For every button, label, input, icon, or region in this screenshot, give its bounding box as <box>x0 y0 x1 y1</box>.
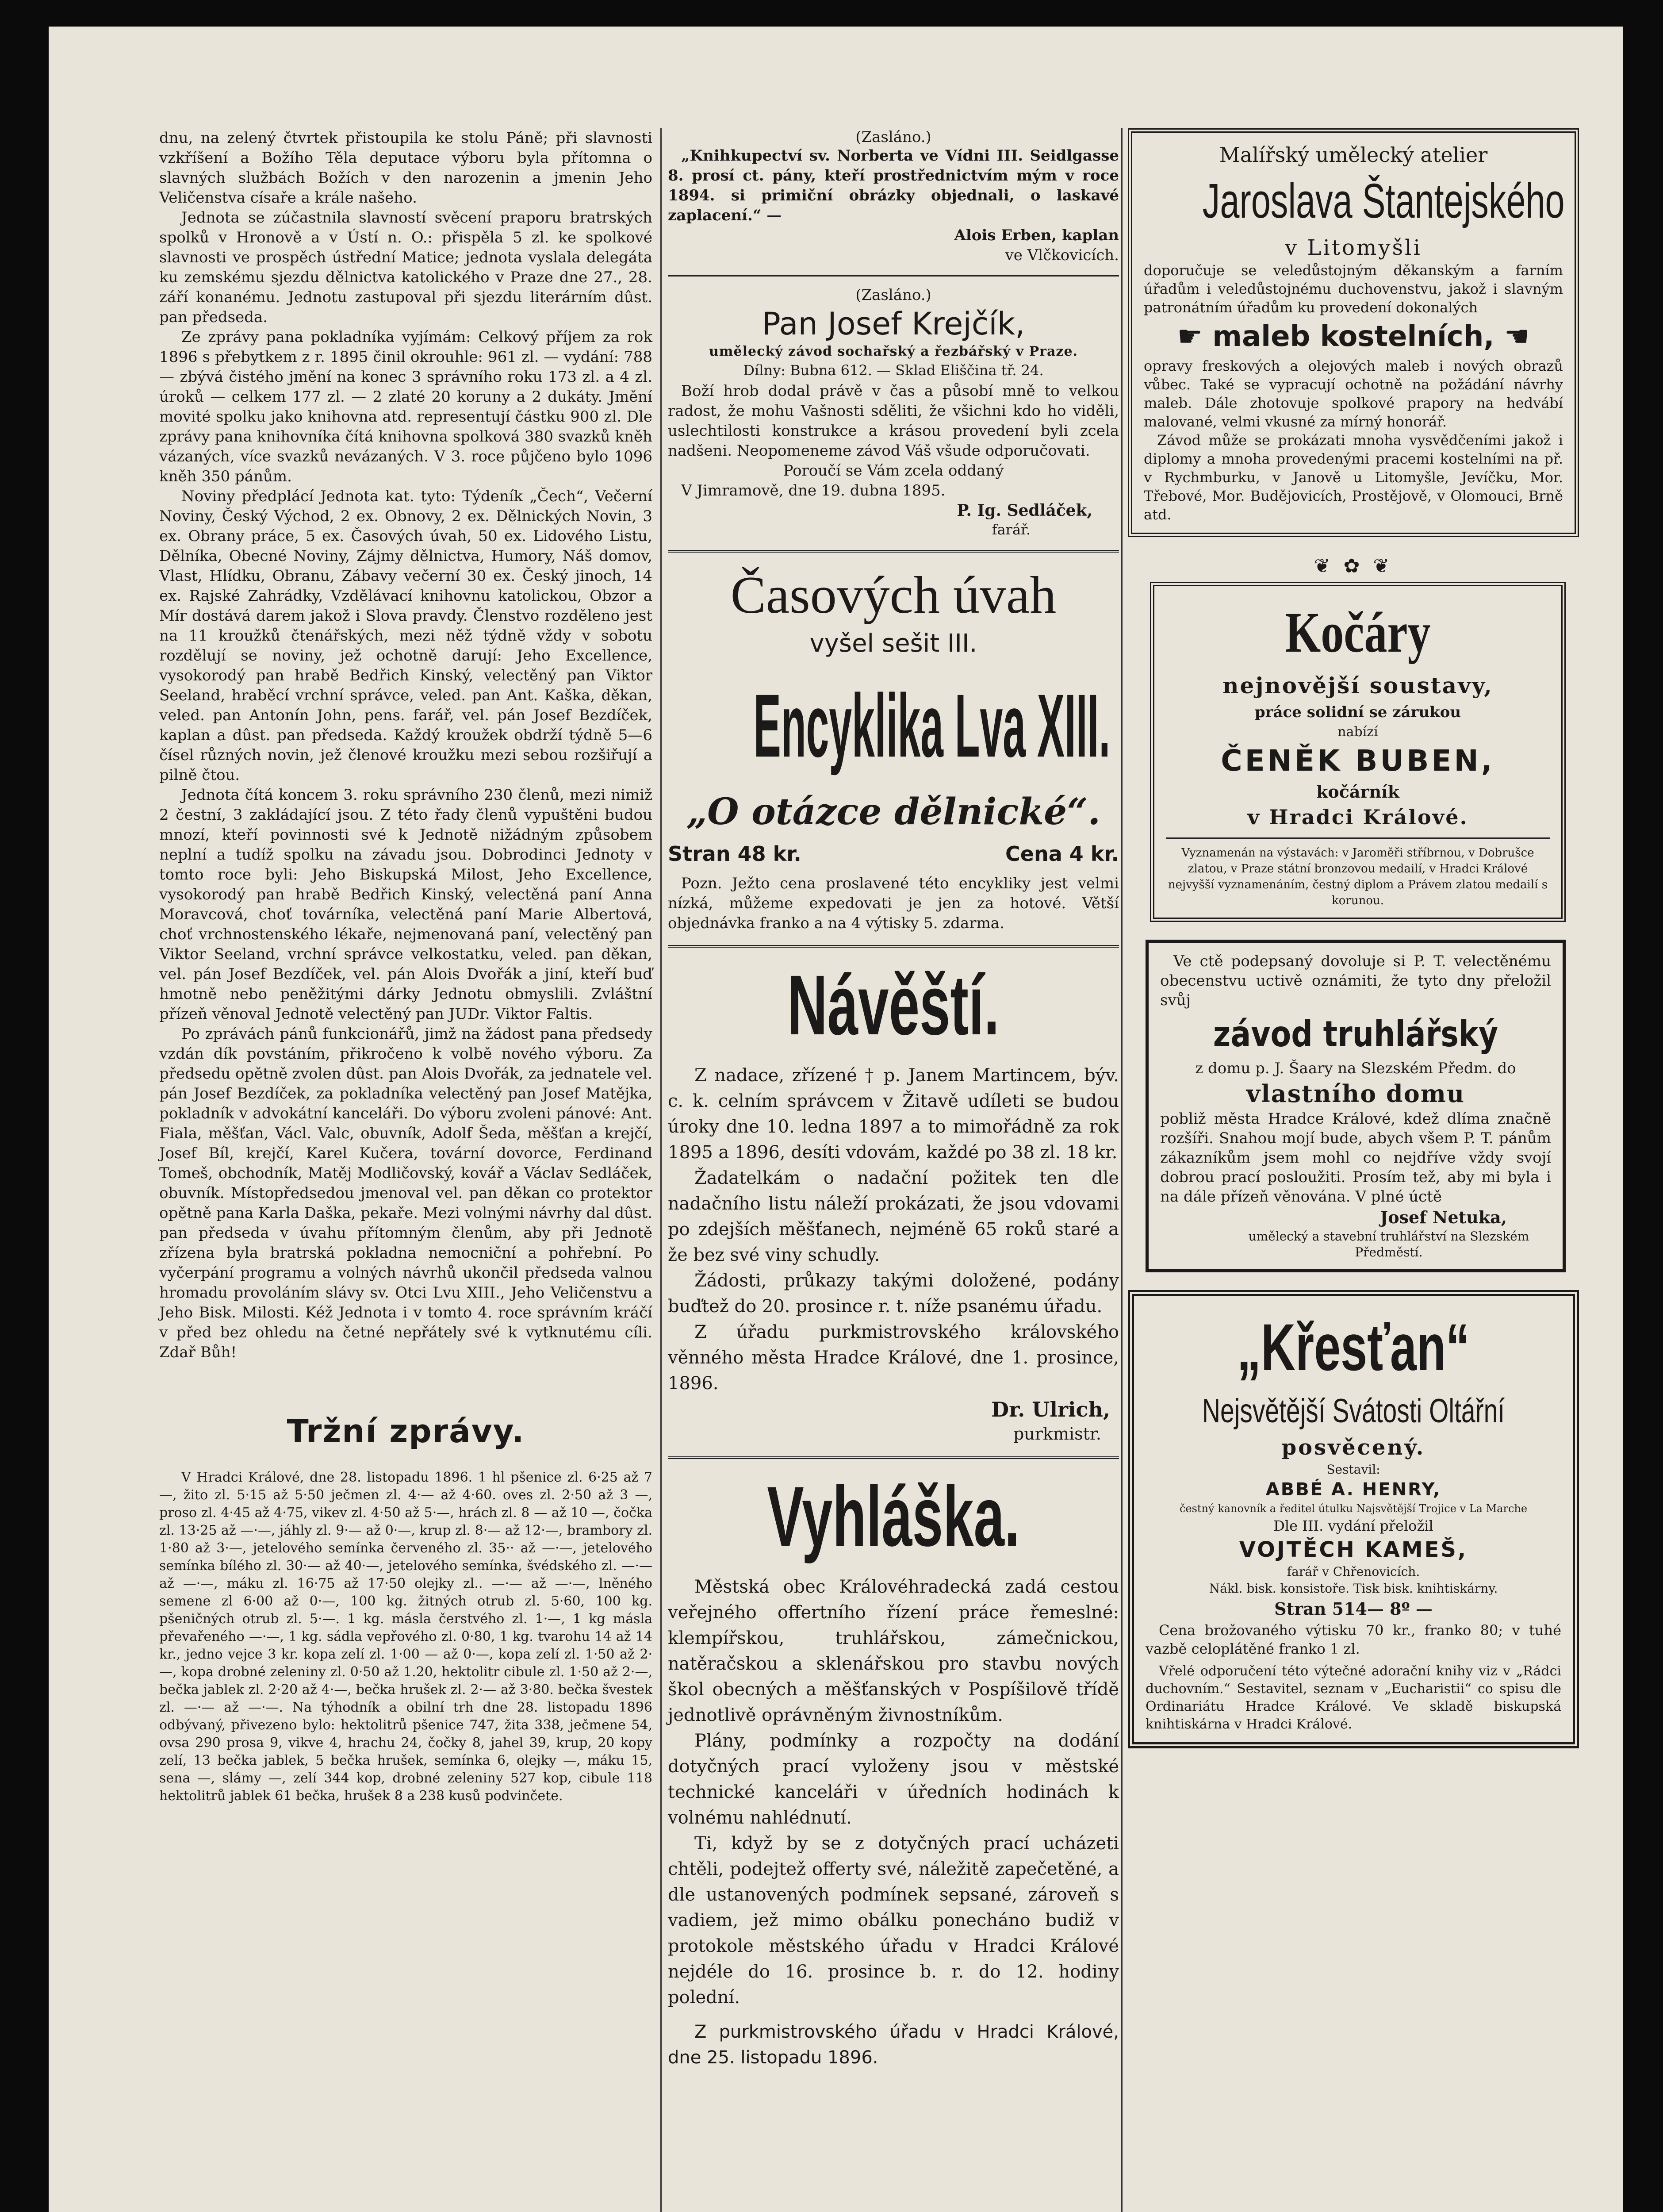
article-paragraph: Po zprávách pánů funkcionářů, jimž na žádost pana předsedy vzdán dík povstáním, přikročeno k volbě nového výboru. Za předsedu opětně zvolen dûst. pan Alois Dvořák, za jednatele vel. pán Josef Bezdíček, za pokladníka velectěný pan Josef Matějka, pokladník v advokátní kanceláři. Do výboru zvoleni pánové: Ant. Fiala, měšťan, Václ. Valc, obuvník, Adolf Šeda, měšťan a krejčí, Josef Bíl, krejčí, Karel Kučera, tovární dovorce, Ferdinand Tomeš, obchodník, Matěj Modličovský, kovář a Václav Sedláček, obuvník. Místopředsedou jmenoval vel. pan děkan co protektor opětně pana Karla Daška, pekaře. Mezi volnými návrhy dal dûst. pan předseda v úvahu přítomným členům, aby při Jednotě zřízena byla bratrská pokladna nemocniční a pohřební. Po vyčerpání programu a volných návrhů ukončil předseda valnou hromadu provoláním slávy sv. Otci Lvu XIII., Jeho Veličenstvu a Jeho Bisk. Milosti. Kéž Jednota i v tomto 4. roce správním kráčí v před bez ohledu na četné nepřátely své k vytknutému cíli. Zdař Bůh! <box>159 1025 652 1361</box>
casovych-subtitle: vyšel sešit III. <box>809 629 977 658</box>
atelier-text: opravy freskových a olejových maleb i nových obrazů vůbec. Také se vypracují ochotně na požádání návrhy maleb. Dále zhotovuje spolkové prapory na hedvábí malované, velmi vkusné za mírný honorář. <box>1144 357 1563 430</box>
encyklika-price-row <box>668 838 1119 869</box>
navesti-role: purkmistr. <box>1013 1424 1101 1444</box>
vyhlaska-paragraph: Ti, když by se z dotyčných prací ucházeti chtěli, podejtež offerty své, náležitě zapečetěné, a dle ustanovených podmínek sepsané, zároveň s vadiem, jež mimo obálku ponecháno budiž v protokole městského úřadu v Hradci Králové nejdéle do 16. prosince b. r. do 12. hodiny polední. <box>668 1833 1119 2008</box>
atelier-advert <box>1128 128 1579 537</box>
atelier-place: v Litomyšli <box>1285 235 1422 260</box>
vyhlaska-paragraph: Městská obec Královéhradecká zadá cestou veřejného offertního řízení práce řemeslné: klempířskou, truhlářskou, zámečnickou, natěračskou a sklenářskou pro stavbu nových škol obecných a měšťanských v Pospíšilově třídě jednotlivě oprávněným živnostníkům. <box>668 1577 1119 1725</box>
navesti-title: Návěští. <box>787 957 1000 1052</box>
krejcik-name: Pan Josef Krejčík, <box>762 306 1025 342</box>
krestan-sestavil: Sestavil: <box>1326 1462 1380 1477</box>
column-middle <box>668 128 1119 2070</box>
navesti-paragraph: Z úřadu purkmistrovského královského věnného města Hradce Králové, dne 1. prosince, 1896. <box>668 1322 1119 1394</box>
atelier-maleb-label: maleb kostelních, <box>1212 320 1494 353</box>
article-paragraph: Ze zprávy pana pokladníka vyjímám: Celkový příjem za rok 1896 s přebytkem z r. 1895 činil okrouhle: 961 zl. — vydání: 788 — zbývá čistého jmění na konec 3 správního roku 173 zl. a 4 zl. úroků — celkem 177 zl. — 2 zlaté 20 koruny a 2 dukáty. Jmění movité spolku jako knihovna atd. representují částku 900 zl. Dle zprávy pana knihovníka čítá knihovna spolková 380 svazků kněh vázaných, více svazků nevázaných. V 3. roce půjčeno bylo 1096 kněh 350 pánům. <box>159 328 652 485</box>
navesti-paragraph: Žádosti, průkazy takými doložené, podány buďtež do 20. prosince r. t. níže psanému úřadu. <box>668 1271 1119 1317</box>
kocary-awards: Vyznamenán na výstavách: v Jaroměři stříbrnou, v Dobrušce zlatou, v Praze státní bronzovou medailí, v Hradci Králové nejvyšší vyznamenáním, čestný diplom a Právem zlatou medailí s korunou. <box>1168 846 1548 907</box>
ornament-divider: ❦ ✿ ❦ <box>1314 555 1393 577</box>
encyklika-title: Encyklika Lva XIII. <box>753 675 1111 776</box>
krejcik-text: Boží hrob dodal právě v čas a působí mně to velkou radost, že mohu Vašnosti sděliti, že všichni kdo ho viděli, uslechtilosti konstrukce a krásou provedení byli zcela nadšeni. Neopomeneme závod Váš všude odporučovati. <box>668 382 1119 460</box>
navesti-paragraph: Žadatelkám o nadační požitek ten dle nadačního listu náleží prokázati, že jsou vdovami po zdejších měšťanech, nejméně 65 roků staré a že bez své viny schudly. <box>668 1168 1119 1265</box>
market-report: V Hradci Králové, dne 28. listopadu 1896. 1 hl pšenice zl. 6·25 až 7 —, žito zl. 5·15 až 5·50 ječmen zl. 4·— až 4·60. oves zl. 2·50 až 3 —, proso zl. 4·45 až 4·75, vikev zl. 4·50 až 5·—, hrách zl. 8 — až 10 —, čočka zl. 13·25 až —·—, jáhly zl. 9·— až 0·—, krup zl. 8·— až 12·—, brambory zl. 1·80 až 3·—, jetelového semínka červeného zl. 35·· až —·—, jetelového semínka bílého zl. 30·— až 40·—, jetelového semínka, švédského zl. —·— až —·—, máku zl. 16·75 až 17·50 olejky zl.. —·— až —·—, lněného semene zl 6·00 až 0·—, 100 kg. žitných otrub zl. 5·60, 100 kg. pšeničných otrub zl. 5·—. 1 kg. másla čerstvého zl. 1·—, 1 kg másla převařeného —·—, 1 kg. sádla vepřového zl. 0·80, 1 kg. tvarohu 14 až 14 kr., jedno vejce 3 kr. kopa zelí zl. 1·00 — až 0·—, kopa zelí zl. 1·50 až 2·—, kopa drobné zeleniny zl. 0·50 až 1.20, hektolitr cibule zl. 1·50 až 2·—, bečka jablek zl. 2·20 až 4·—, bečka hrušek zl. 2·— až 3·80. bečka švestek zl. —·— až —·—. Na týhodník a obilní trh dne 28. listopadu 1896 odbývaný, přivezeno bylo: hektolitrů pšenice 747, žita 338, ječmene 54, ovsa 290 prosa 9, vikve 4, hrachu 24, čočky 8, jahel 39, krup, 20 kopy zelí, 13 bečka jablek, 5 bečka hrušek, semínka 6, olejky —, máku 15, sena —, slámy —, zelí 344 kop, drobné zeleniny 527 kop, cibule 118 hektolitrů jablek 61 bečka, hrušek 8 a 238 kusů podvinčete. <box>159 1470 652 1804</box>
zaslano-label: (Zasláno.) <box>855 286 931 304</box>
krestan-subtitle2: posvěcený. <box>1281 1435 1425 1460</box>
kocary-title: Kočáry <box>1285 601 1431 664</box>
zavod-signature: Josef Netuka, <box>1380 1207 1507 1227</box>
navesti-signature: Dr. Ulrich, <box>991 1398 1110 1421</box>
zaslano-label: (Zasláno.) <box>855 128 931 146</box>
zavod-intro: Ve ctě podepsaný dovoluje si P. T. velectěnému obecenstvu uctivě oznámiti, že tyto dny přeložil svůj <box>1160 952 1551 1009</box>
kocary-place: v Hradci Králové. <box>1247 805 1468 829</box>
krestan-edition: Dle III. vydání přeložil <box>1273 1517 1433 1534</box>
krejcik-role: farář. <box>992 521 1031 538</box>
atelier-text: doporučuje se veledůstojným děkanským a farním úřadům i veledůstojnému duchovenstvu, jakož i slavným patronátním úřadům ku provedení dokonalých <box>1144 262 1563 316</box>
kocary-text: práce solidní se zárukou <box>1254 703 1461 721</box>
encyklika-note: Pozn. Ježto cena proslavené této encykliky jest velmi nízká, můžeme expedovati je jen za hotové. Větší objednávka franko a na 4 výtisky 5. zdarma. <box>668 875 1119 932</box>
market-title: Tržní zprávy. <box>287 1413 525 1450</box>
vyhlaska-paragraph: Plány, podmínky a rozpočty na dodání dotyčných prací vyloženy jsou v městské technické kanceláři v úředních hodinách k volnému nahlédnutí. <box>668 1731 1119 1828</box>
zavod-role: umělecký a stavební truhlářství na Slezském Předměstí. <box>1248 1229 1529 1260</box>
kocary-advert <box>1150 582 1566 922</box>
kocary-subtitle: nejnovější soustavy, <box>1222 672 1493 699</box>
article-paragraph: Jednota se zúčastnila slavností svěcení praporu bratrských spolků v Hronově a v Ústí n. O.: přispěla 5 zl. ke spolkové slavnosti ve prospěch ústřední Matice; jednota vyslala delegáta ku zemskému sjezdu dělnictva katolického v Praze dne 27., 28. září konanému. Jednotu zastupoval při sjezdu literárním dûst. pan předseda. <box>159 209 652 326</box>
zavod-advert <box>1146 940 1566 1272</box>
article-paragraph: Noviny předplácí Jednota kat. tyto: Týdeník „Čech“, Večerní Noviny, Český Východ, 2 ex. Obnovy, 2 ex. Dělnických Novin, 3 ex. Obrany práce, 5 ex. Časových úvah, 50 ex. Lidového Listu, Dělníka, Obecné Noviny, Zájmy dělnictva, Humory, Náš domov, Vlast, Hlídku, Obranu, Zábavy večerní 30 ex. Český jinoch, 14 ex. Rajské Zahrádky, Vzdělávací knihovnu katolickou, Obzor a Mír dostává darem jakož i Slova pravdy. Členstvo rozděleno jest na 11 kroužků čtenářských, mezi něž týdně vždy v sobotu rozdělují se noviny, jež ochotně darují: Jeho Excellence, vysokorodý pan hrabě Bedřich Kinský, velectěný pan Viktor Seeland, hraběcí vrchní správce, veled. pan Ant. Kaška, děkan, veled. pan Antonín John, pens. farář, vel. pán Josef Bezdíček, kaplan a dûst. pan předseda. Každý kroužek obdrží týdně 5—6 čísel různých novin, jež členové kroužku mezi sebou rozšiřují a pilně čtou. <box>159 488 652 784</box>
encyklika-subtitle: „O otázce dělnické“. <box>686 791 1101 833</box>
navesti-paragraph: Z nadace, zřízené † p. Janem Martincem, býv. c. k. celním správcem v Žitavě udíleti se budou úroky dne 10. ledna 1897 a to mimořádně za rok 1895 a 1896, desíti vdovám, každé po 38 zl. 18 kr. <box>668 1065 1119 1163</box>
kocary-role: kočárník <box>1316 782 1399 802</box>
column-left <box>159 128 652 1805</box>
kocary-nabizi: nabízí <box>1337 724 1378 740</box>
krestan-translator-role: farář v Chřenovicích. <box>1287 1564 1420 1579</box>
krestan-title: „Křesťan“ <box>1237 1310 1470 1384</box>
krestan-note: Vřelé odporučení této výtečné adorační knihy viz v „Rádci duchovním.“ Sestavitel, seznam v „Eucharistii“ co spisu dle Ordinariátu Hradce Králové. Ve skladě biskupská knihtiskárna v Hradci Králové. <box>1146 1663 1561 1732</box>
krejcik-address: Dílny: Bubna 612. — Sklad Eliščina tř. 24. <box>743 362 1044 379</box>
vyhlaska-signature: Z purkmistrovského úřadu v Hradci Králové, dne 25. listopadu 1896. <box>668 2022 1119 2068</box>
hand-icon: ☚ <box>1494 320 1530 353</box>
vyhlaska-title: Vyhláška. <box>767 1469 1020 1564</box>
zaslano-place: ve Vlčkovicích. <box>1005 246 1119 264</box>
atelier-heading: Malířský umělecký atelier <box>1219 143 1488 167</box>
encyklika-pages: Stran 48 kr. <box>668 842 801 866</box>
krestan-publisher: Nákl. bisk. konsistoře. Tisk bisk. knihtiskárny. <box>1209 1581 1498 1596</box>
atelier-maleb <box>1144 317 1563 357</box>
zaslano-signature: Alois Erben, kaplan <box>954 227 1119 244</box>
zavod-text: pobliž města Hradce Králové, kdež dlíma značně rozšíři. Snahou mojí bude, abych všem P. T. pánům zákazníkům jsem mohl co nejdříve vždy svojí dobrou prací posloužiti. Prosím tež, aby mi byla i na dále přízeň věnována. V plné úctě <box>1160 1110 1551 1206</box>
krestan-price: Cena brožovaného výtisku 70 kr., franko 80; v tuhé vazbě celoplátěné franko 1 zl. <box>1146 1622 1561 1657</box>
krestan-pages: Stran 514— 8º — <box>1274 1599 1433 1619</box>
krejcik-subtitle: umělecký závod sochařský a řezbářský v Praze. <box>709 344 1078 359</box>
krestan-author-role: čestný kanovník a ředitel útulku Najsvětější Trojice v La Marche <box>1179 1502 1528 1515</box>
column-right <box>1128 128 1579 1766</box>
krestan-translator: VOJTĚCH KAMEŠ, <box>1239 1537 1468 1562</box>
atelier-text: Závod může se prokázati mnoha vysvědčeními jakož i diplomy a mnoha provedenými pracemi kostelními na př. v Rychmburku, v Janově u Litomyšle, Jevíčku, Mor. Třebové, Mor. Budějovicích, Prostějově, v Olomouci, Brně atd. <box>1144 432 1563 523</box>
krestan-author: ABBÉ A. HENRY, <box>1265 1479 1441 1500</box>
encyklika-price: Cena 4 kr. <box>1005 842 1119 866</box>
kocary-name: ČENĚK BUBEN, <box>1221 744 1495 778</box>
article-paragraph: Jednota čítá koncem 3. roku správního 230 členů, mezi nimiž 2 čestní, 3 zakládající jsou. Z této řady členů vypuštěni budou mnozí, kteří povinnosti své k Jednotě nižádným způsobem neplní a tudíž spolku na závadu jsou. Dobrodinci Jednoty v tomto roce byli: Jeho Biskupská Milost, Jeho Excellence, vysokorodý pan hrabě Bedřich Kinský, velectěná paní Anna Moravcová, choť továrníka, velectěná paní Marie Albertová, choť vrchnostenského lékaře, nejmenovaná paní, velectěný pan Viktor Seeland, vrchní správce velkostatku, veled. pan děkan, vel. pán Josef Bezdíček, vel. pán Alois Dvořák a jiní, kteří buď hmotně nebo peněžitými dárky Jednotu obmyslili. Zvláštní přízeň věnoval Jednotě velectěný pan JUDr. Viktor Faltis. <box>159 786 652 1023</box>
zavod-title: závod truhlářský <box>1213 1014 1498 1055</box>
zaslano-text: „Knihkupectví sv. Norberta ve Vídni III. Seidlgasse 8. prosí ct. pány, kteří prostřednictvím mým v roce 1894. si primiční obrázky objednali, o laskavé zaplacení.“ — <box>668 147 1119 224</box>
krestan-subtitle: Nejsvětější Svátosti Oltářní <box>1202 1392 1505 1430</box>
krejcik-signature: P. Ig. Sedláček, <box>957 501 1092 520</box>
krestan-advert <box>1128 1290 1579 1748</box>
hand-icon: ☛ <box>1177 320 1213 353</box>
article-paragraph: dnu, na zelený čtvrtek přistoupila ke stolu Páně; při slavnosti vzkříšení a Božího Těla deputace výboru byla přítomna o slavných službách Božích v den narozenin a jmenin Jeho Veličenstva císaře a krále našeho. <box>159 129 652 207</box>
casovych-title: Časových úvah <box>730 565 1057 624</box>
atelier-name: Jaroslava Štantejského <box>1202 174 1565 228</box>
krejcik-date: V Jimramově, dne 19. dubna 1895. <box>681 482 946 499</box>
zavod-vlastni: vlastního domu <box>1246 1079 1465 1108</box>
newspaper-page <box>49 27 1623 2212</box>
column-rule <box>1121 128 1123 2212</box>
zavod-text: z domu p. J. Šaary na Slezském Předm. do <box>1195 1060 1516 1077</box>
krejcik-greeting: Poroučí se Vám zcela oddaný <box>783 462 1004 480</box>
column-rule <box>660 128 662 2212</box>
